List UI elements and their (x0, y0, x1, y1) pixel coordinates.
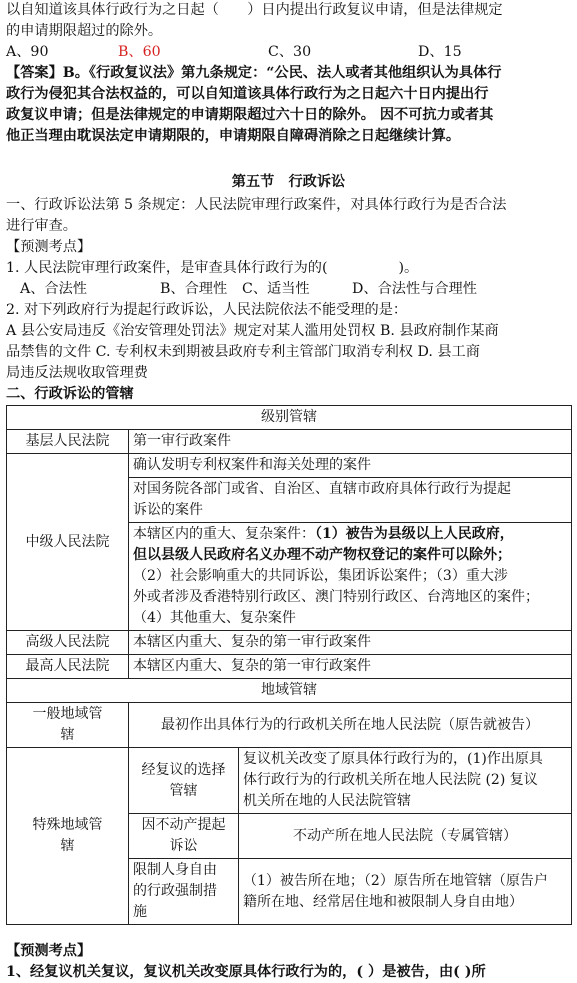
question1: 1. 人民法院审理行政案件，是审查具体行政行为的( )。 (6, 260, 419, 276)
table-row (7, 454, 572, 478)
review-choice-label-2: 管辖 (169, 782, 198, 799)
supreme-court-desc: 本辖区内重大、复杂的第一审行政案件 (129, 655, 572, 679)
question-tail-line1: 以自知道该具体行政行为之日起（ ）日内提出行政复议申请，但是法律规定 (6, 2, 503, 18)
intermediate-desc-1: 确认发明专利权案件和海关处理的案件 (129, 454, 572, 478)
review-choice-label-1: 经复议的选择 (141, 761, 226, 778)
table-row (7, 631, 572, 655)
q1-option-d: D、合法性与合理性 (352, 281, 477, 297)
table-row (7, 703, 572, 748)
heading-jurisdiction: 二、行政诉讼的管辖 (6, 386, 134, 402)
special-jurisdiction-cell (7, 748, 129, 925)
high-court-desc: 本辖区内重大、复杂的第一审行政案件 (129, 631, 572, 655)
restriction-desc-2: 籍所在地、经常居住地和被限制人身自由地） (243, 893, 523, 910)
question1-options (6, 279, 571, 300)
intermediate-desc-2b: 诉讼的案件 (133, 502, 203, 518)
answer-line2: 政行为侵犯其合法权益的，可以自知道该具体行政行为之日起六十日内提出行 (6, 86, 489, 102)
restriction-label-3: 施 (133, 904, 147, 920)
restriction-cell (129, 859, 239, 925)
intermediate-desc-3 (129, 523, 572, 631)
option-c: C、30 (268, 44, 312, 60)
level-jurisdiction-header: 级别管辖 (7, 406, 572, 430)
real-estate-label-1: 因不动产提起 (141, 817, 226, 833)
section-title: 第五节 行政诉讼 (231, 174, 346, 190)
region-jurisdiction-header: 地域管辖 (7, 679, 572, 703)
question2-line3: 品禁售的文件 C. 专利权未到期被县政府专利主管部门取消专利权 D. 县工商 (6, 344, 480, 360)
answer-line4: 他正当理由耽误法定申请期限的，申请期限自障碍消除之日起继续计算。 (6, 128, 461, 144)
review-choice-desc (239, 748, 572, 814)
restriction-desc-1: （1）被告所在地；（2）原告所在地管辖（原告户 (243, 872, 548, 889)
question2-line1: 2. 对下列政府行为提起行政诉讼，人民法院依法不能受理的是： (6, 302, 408, 318)
q1-option-b: B、合理性 (160, 281, 228, 297)
table-row (7, 748, 572, 814)
basic-court-desc: 第一审行政案件 (129, 430, 572, 454)
real-estate-label-2: 诉讼 (169, 838, 198, 854)
general-jurisdiction-label-2: 辖 (60, 727, 75, 743)
high-court-cell: 高级人民法院 (7, 631, 129, 655)
question2-line4: 局违反法规收取管理费 (6, 365, 148, 381)
intermediate-desc-3-bold: （1）被告为县级以上人民政府， (315, 526, 514, 542)
intermediate-desc-2 (129, 478, 572, 523)
table-row (7, 430, 572, 454)
question-tail-line2: 的申请期限超过的除外。 (6, 23, 163, 39)
review-choice-desc-3: 机关所在地的人民法院管辖 (243, 793, 411, 809)
basic-court-cell: 基层人民法院 (7, 430, 129, 454)
special-jurisdiction-label-2: 辖 (60, 838, 75, 854)
q1-option-c: C、适当性 (242, 281, 310, 297)
question2-line2: A 县公安局违反《治安管理处罚法》规定对某人滥用处罚权 B. 县政府制作某商 (6, 323, 499, 339)
real-estate-cell (129, 814, 239, 859)
intro-line1: 一、行政诉讼法第 5 条规定：人民法院审理行政案件，对具体行政行为是否合法 (6, 197, 507, 213)
review-choice-desc-2: 体行政行为的行政机关所在地人民法院 (2) 复议 (243, 772, 538, 788)
intermediate-court-cell: 中级人民法院 (7, 454, 129, 631)
table-row (7, 679, 572, 703)
question-options (6, 42, 571, 63)
bottom-question1: 1、经复议机关复议，复议机关改变原具体行政行为的，( ）是被告，由( )所 (6, 964, 486, 980)
supreme-court-cell: 最高人民法院 (7, 655, 129, 679)
review-choice-cell (129, 748, 239, 814)
table-row (7, 655, 572, 679)
intermediate-desc-3e: （4）其他重大、复杂案件 (133, 610, 296, 626)
intermediate-desc-2a: 对国务院各部门或省、自治区、直辖市政府具体行政行为提起 (133, 481, 511, 497)
intro-line2: 进行审查。 (6, 218, 77, 234)
general-jurisdiction-label-1: 一般地域管 (32, 706, 103, 722)
restriction-label-2: 的行政强制措 (133, 883, 217, 899)
q1-option-a: A、合法性 (20, 281, 87, 297)
option-d: D、15 (418, 44, 462, 60)
intermediate-desc-3b: 但以县级人民政府名义办理不动产物权登记的案件可以除外； (133, 547, 511, 563)
option-b: B、60 (118, 44, 161, 60)
review-choice-desc-1: 复议机关改变了原具体行政行为的，(1)作出原具 (243, 751, 543, 767)
table-row (7, 406, 572, 430)
general-jurisdiction-cell (7, 703, 129, 748)
intermediate-desc-3c: （2）社会影响重大的共同诉讼，集团诉讼案件；（3）重大涉 (133, 568, 508, 584)
jurisdiction-table (6, 405, 572, 925)
restriction-label-1: 限制人身自由 (133, 862, 217, 878)
real-estate-desc: 不动产所在地人民法院（专属管辖） (239, 814, 572, 859)
answer-line3: 政复议申请；但是法律规定的申请期限超过六十日的除外。 因不可抗力或者其 (6, 107, 494, 123)
predict-heading: 【预测考点】 (6, 239, 92, 255)
bottom-predict-heading: 【预测考点】 (6, 943, 92, 959)
intermediate-desc-3-lead: 本辖区内的重大、复杂案件： (133, 526, 315, 542)
answer-line1: 【答案】B。《行政复议法》第九条规定：“公民、法人或者其他组织认为具体行 (6, 65, 502, 81)
restriction-desc (239, 859, 572, 925)
special-jurisdiction-label-1: 特殊地域管 (32, 817, 103, 833)
option-a: A、90 (6, 44, 49, 60)
intermediate-desc-3d: 外或者涉及香港特别行政区、澳门特别行政区、台湾地区的案件； (133, 589, 539, 605)
general-jurisdiction-desc: 最初作出具体行为的行政机关所在地人民法院（原告就被告） (129, 703, 572, 748)
